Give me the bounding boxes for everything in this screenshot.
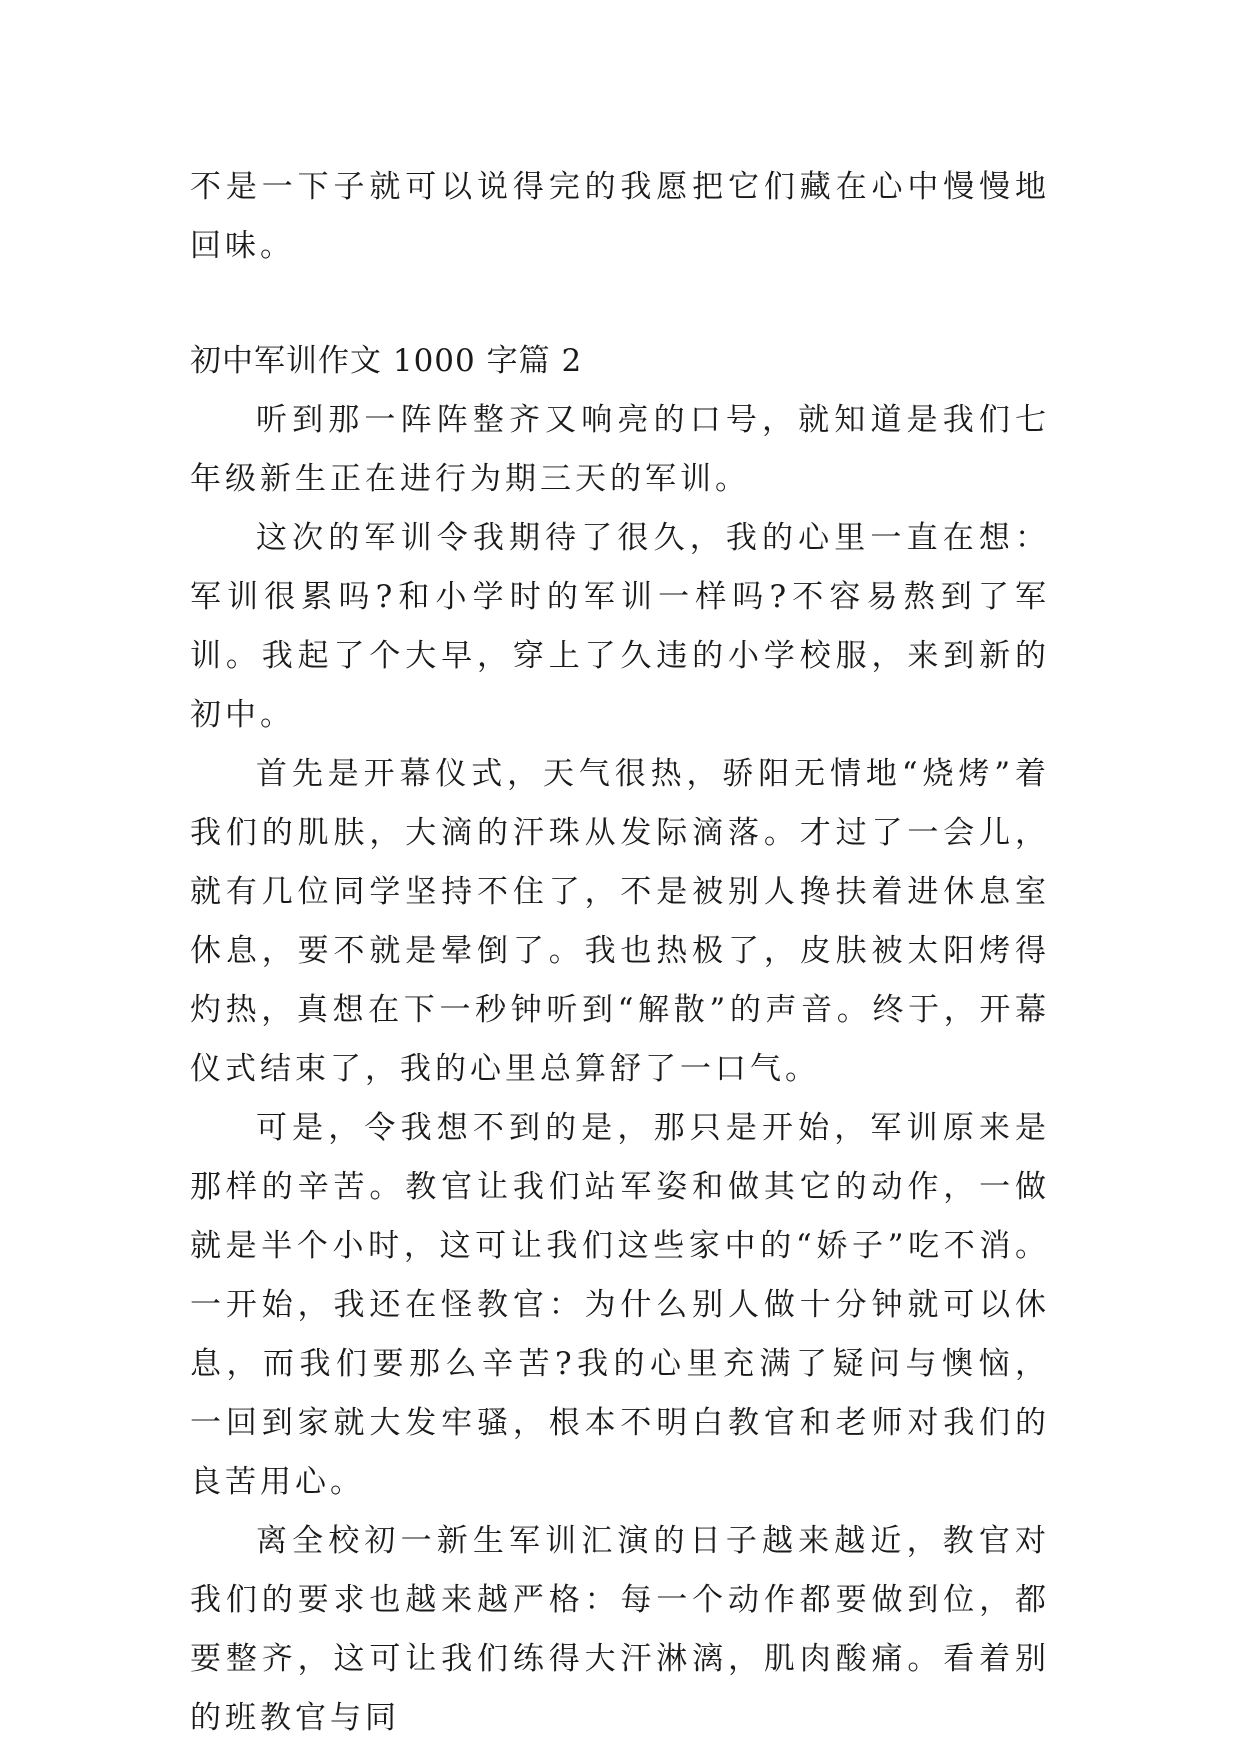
paragraph-2: 这次的军训令我期待了很久，我的心里一直在想：军训很累吗?和小学时的军训一样吗?不容易熬到了军训。我起了个大早，穿上了久违的小学校服，来到新的初中。 [190,520,1050,733]
paragraph-1: 听到那一阵阵整齐又响亮的口号，就知道是我们七年级新生正在进行为期三天的军训。 [190,402,1050,497]
document-body [190,158,1050,1748]
section-title: 初中军训作文 1000 字篇 2 [190,343,583,379]
section-gap [190,276,1050,332]
paragraph-3: 首先是开幕仪式，天气很热，骄阳无情地“烧烤”着我们的肌肤，大滴的汗珠从发际滴落。才过了一会儿，就有几位同学坚持不住了，不是被别人搀扶着进休息室休息，要不就是晕倒了。我也热极了，皮肤被太阳烤得灼热，真想在下一秒钟听到“解散”的声音。终于，开幕仪式结束了，我的心里总算舒了一口气。 [190,756,1050,1087]
paragraph-5: 离全校初一新生军训汇演的日子越来越近，教官对我们的要求也越来越严格：每一个动作都要做到位，都要整齐，这可让我们练得大汗淋漓，肌肉酸痛。看着别的班教官与同 [190,1523,1050,1736]
carryover-paragraph: 不是一下子就可以说得完的我愿把它们藏在心中慢慢地回味。 [190,169,1050,264]
paragraph-4: 可是，令我想不到的是，那只是开始，军训原来是那样的辛苦。教官让我们站军姿和做其它的动作，一做就是半个小时，这可让我们这些家中的“娇子”吃不消。一开始，我还在怪教官：为什么别人做十分钟就可以休息，而我们要那么辛苦?我的心里充满了疑问与懊恼，一回到家就大发牢骚，根本不明白教官和老师对我们的良苦用心。 [190,1110,1050,1500]
